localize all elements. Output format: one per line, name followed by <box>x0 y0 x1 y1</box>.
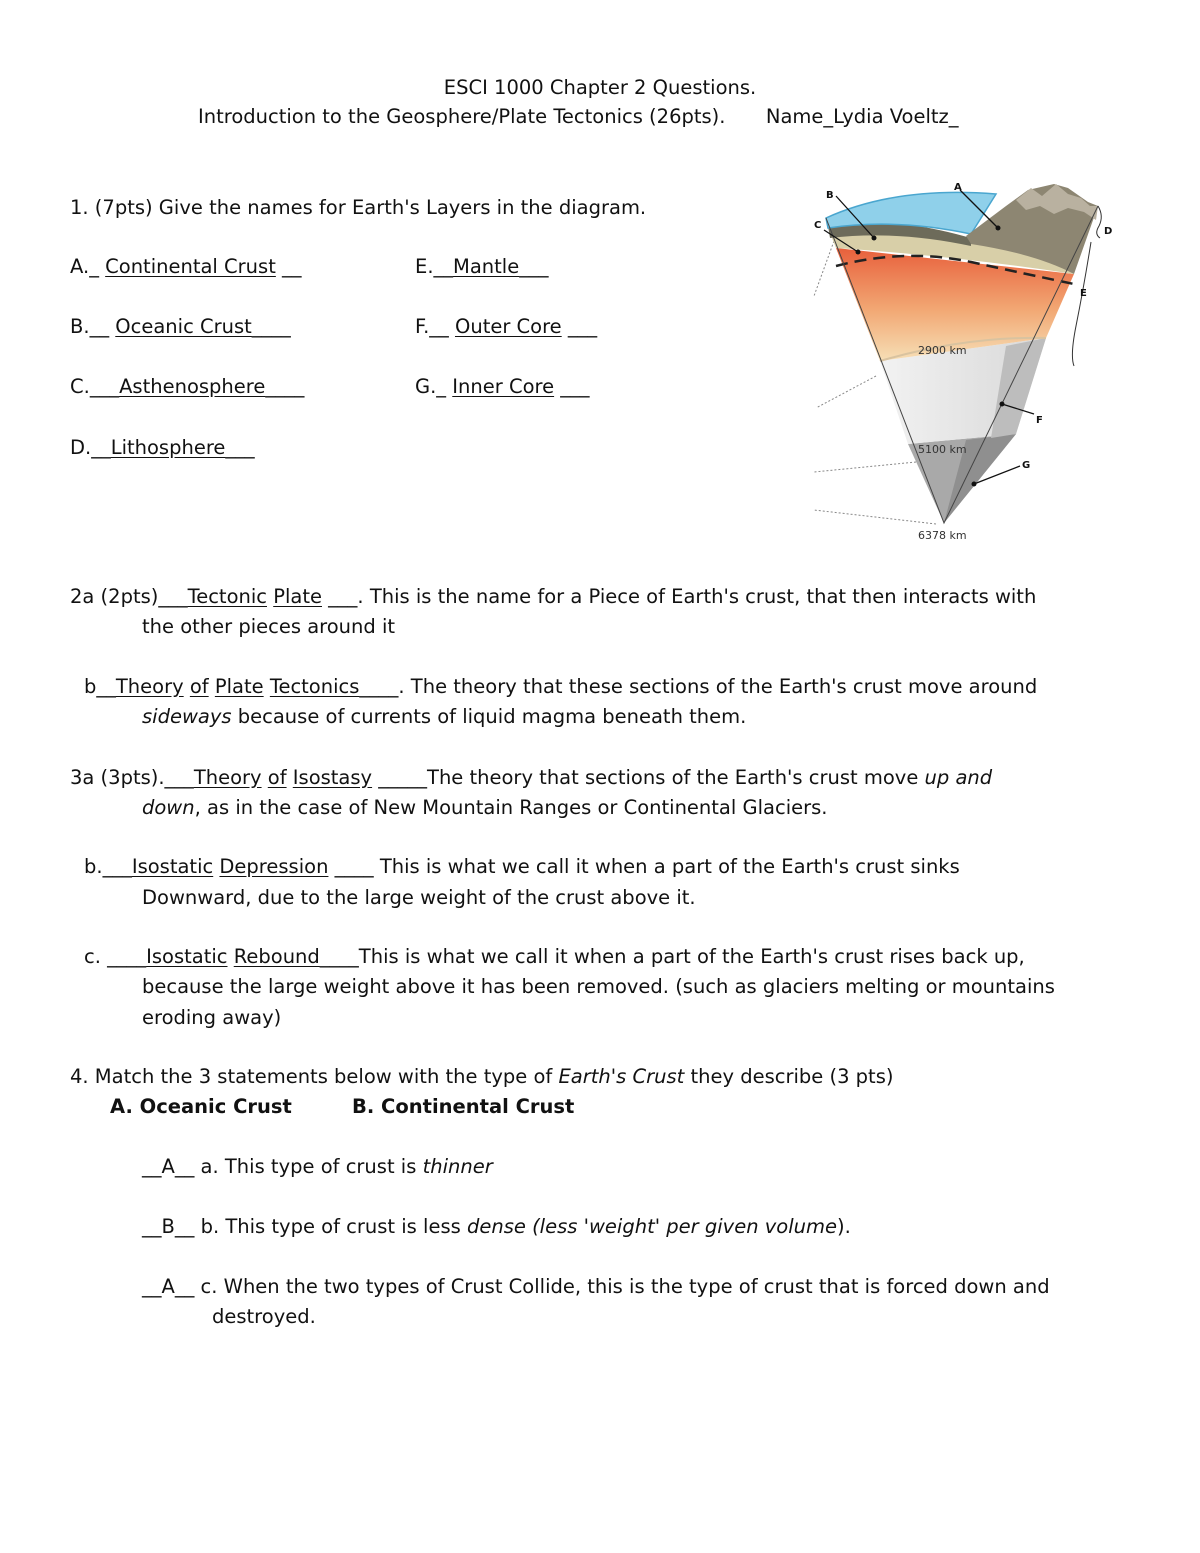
match-answer: __B__ <box>142 1215 195 1238</box>
answer-text: Continental Crust <box>105 255 276 278</box>
answer-text: Isostatic <box>131 855 214 878</box>
q4-statement-c: __A__ c. When the two types of Crust Collide, this is the type of crust that is forced down and <box>142 1275 1050 1298</box>
depth-label-5100: 5100 km <box>918 443 967 456</box>
q3c-line-1: c. ____Isostatic Rebound____This is what we call it when a part of the Earth's crust rises back up, <box>84 945 1025 968</box>
answer-text: Tectonic <box>187 585 267 608</box>
answer-text: Theory <box>115 675 184 698</box>
q3c-line-2: because the large weight above it has been removed. (such as glaciers melting or mountains <box>142 975 1055 998</box>
diagram-label-c: C <box>814 220 822 231</box>
answer-text: Oceanic Crust <box>115 315 252 338</box>
q1-answer-c: C.___Asthenosphere____ <box>70 375 305 398</box>
answer-text: Theory <box>193 766 262 789</box>
q2a-line-1: 2a (2pts)___Tectonic Plate ___. This is the name for a Piece of Earth's crust, that then interacts with <box>70 585 1037 608</box>
q2a-line-2: the other pieces around it <box>142 615 396 638</box>
answer-text: Tectonics <box>269 675 360 698</box>
q3a-line-2: down, as in the case of New Mountain Ranges or Continental Glaciers. <box>142 796 828 819</box>
diagram-label-f: F <box>1036 415 1043 426</box>
diagram-label-e: E <box>1080 288 1087 299</box>
earth-layers-diagram <box>806 176 1126 551</box>
answer-text: Asthenosphere <box>119 375 266 398</box>
q4-option-b: B. Continental Crust <box>352 1095 575 1118</box>
leader-dot-b <box>872 236 877 241</box>
q3a-line-1: 3a (3pts).___Theory of Isostasy _____The theory that sections of the Earth's crust move up and <box>70 766 993 789</box>
guide-line <box>814 510 936 524</box>
diagram-label-b: B <box>826 190 834 201</box>
q4-option-a: A. Oceanic Crust <box>110 1095 292 1118</box>
guide-line <box>814 462 916 472</box>
depth-label-6378: 6378 km <box>918 529 967 542</box>
answer-text: Mantle <box>453 255 520 278</box>
diagram-label-d: D <box>1104 226 1113 237</box>
header-line-1: ESCI 1000 Chapter 2 Questions. <box>443 76 757 99</box>
leader-dot-a <box>996 226 1001 231</box>
answer-text: Plate <box>214 675 264 698</box>
match-answer: __A__ <box>142 1155 195 1178</box>
student-name: Lydia Voeltz <box>833 105 949 128</box>
q2b-line-2: sideways because of currents of liquid magma beneath them. <box>142 705 747 728</box>
header-line-2 <box>198 105 959 129</box>
leader-dot-c <box>856 250 861 255</box>
answer-text: Inner Core <box>452 375 555 398</box>
answer-text: Depression <box>219 855 329 878</box>
name-label: Name_ <box>765 105 834 128</box>
answer-text: Isostasy <box>292 766 373 789</box>
brace-d <box>1097 206 1102 238</box>
q3b-line-2: Downward, due to the large weight of the crust above it. <box>142 886 696 909</box>
q1-answer-b: B.__ Oceanic Crust____ <box>70 315 291 338</box>
q4-statement-c-line-2: destroyed. <box>212 1305 316 1328</box>
answer-text: Isostatic <box>146 945 228 968</box>
q1-answer-g: G._ Inner Core ___ <box>415 375 590 398</box>
answer-text: Rebound <box>233 945 320 968</box>
guide-line <box>814 241 834 296</box>
answer-text: Plate <box>273 585 322 608</box>
q3c-line-3: eroding away) <box>142 1006 282 1029</box>
subtitle: Introduction to the Geosphere/Plate Tectonics (26pts). <box>198 105 726 128</box>
answer-text: Outer Core <box>454 315 562 338</box>
diagram-label-a: A <box>954 182 962 193</box>
diagram-label-g: G <box>1022 460 1031 471</box>
q4-prompt: 4. Match the 3 statements below with the type of Earth's Crust they describe (3 pts) <box>70 1065 894 1088</box>
leader-dot-f <box>1000 402 1005 407</box>
q2b-line-1: b__Theory of Plate Tectonics____. The theory that these sections of the Earth's crust move around <box>84 675 1038 698</box>
answer-text: of <box>189 675 209 698</box>
answer-text: Lithosphere <box>110 436 226 459</box>
depth-label-2900: 2900 km <box>918 344 967 357</box>
q1-answer-f: F.__ Outer Core ___ <box>415 315 598 338</box>
q4-statement-a: __A__ a. This type of crust is thinner <box>142 1155 493 1178</box>
leader-dot-g <box>972 482 977 487</box>
match-answer: __A__ <box>142 1275 195 1298</box>
q1-answer-e: E.__Mantle___ <box>415 255 549 278</box>
answer-text: of <box>267 766 287 789</box>
name-suffix: _ <box>948 105 959 128</box>
q1-answer-d: D.__Lithosphere___ <box>70 436 255 459</box>
q1-prompt: 1. (7pts) Give the names for Earth's Layers in the diagram. <box>70 196 647 219</box>
guide-line <box>816 376 876 408</box>
q4-statement-b: __B__ b. This type of crust is less dense (less 'weight' per given volume). <box>142 1215 851 1238</box>
q1-answer-a: A._ Continental Crust __ <box>70 255 302 278</box>
q3b-line-1: b.___Isostatic Depression ____ This is what we call it when a part of the Earth's crust sinks <box>84 855 960 878</box>
